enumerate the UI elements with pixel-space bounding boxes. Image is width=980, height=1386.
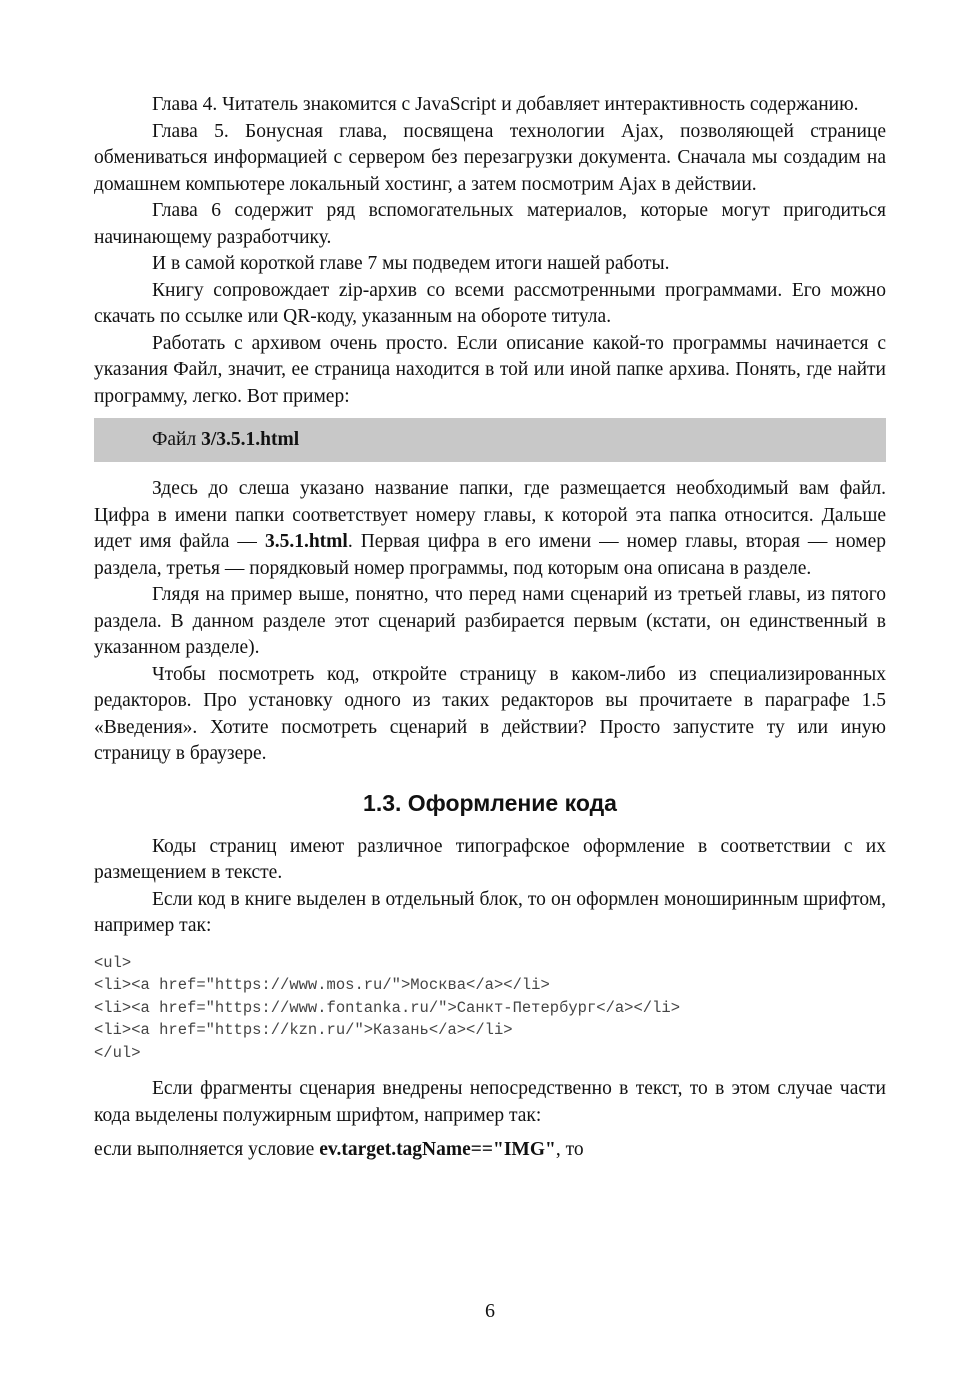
paragraph: Чтобы посмотреть код, откройте страницу в каком-либо из специализированных редакторов. Про установку одного из таких редакторов вы прочитаете в параграфе 1.5 «Введения». Хотите посмотреть сценарий в действии? Просто запустите ту или иную страницу в браузере. [94, 663, 886, 764]
code-line: <li><a href="https://www.fontanka.ru/">Санкт-Петербург</a></li> [94, 998, 680, 1017]
code-line: <li><a href="https://www.mos.ru/">Москва</a></li> [94, 976, 550, 994]
page-number: 6 [485, 1300, 495, 1322]
page-content [94, 92, 886, 1164]
code-block [94, 952, 886, 1065]
paragraph: Если фрагменты сценария внедрены непосредственно в текст, то в этом случае части кода выделены полужирным шрифтом, например так: [94, 1078, 886, 1126]
paragraph: Глядя на пример выше, понятно, что перед нами сценарий из третьей главы, из пятого раздела. В данном разделе этот сценарий разбирается первым (кстати, он единственный в указанном разделе). [94, 584, 886, 658]
file-box [94, 418, 886, 462]
paragraph: Если код в книге выделен в отдельный блок, то он оформлен моноширинным шрифтом, например так: [94, 888, 886, 936]
paragraph: Коды страниц имеют различное типографское оформление в соответствии с их размещением в тексте. [94, 835, 886, 883]
code-line: <ul> [94, 953, 132, 972]
code-line: <li><a href="https://kzn.ru/">Казань</a></li> [94, 1021, 513, 1039]
paragraph [94, 476, 886, 582]
file-label: Файл [152, 429, 202, 450]
file-path: 3/3.5.1.html [201, 429, 300, 450]
example-line [94, 1137, 886, 1164]
section-heading: 1.3. Оформление кода [363, 789, 617, 816]
text: Здесь до слеша указано название папки, где размещается необходимый вам файл. Цифра в имени папки соответствует номеру главы, к которой эта папка относится. Дальше идет имя файла — [94, 478, 886, 552]
paragraph: Работать с архивом очень просто. Если описание какой-то программы начинается с указания Файл, значит, ее страница находится в той или иной папке архива. Понять, где найти программу, легко. Вот пример: [94, 332, 886, 407]
paragraph: Глава 5. Бонусная глава, посвящена технологии Ajax, позволяющей странице обмениваться информацией с сервером без перезагрузки документа. Сначала мы создадим на домашнем компьютере локальный хостинг, а затем посмотрим Ajax в действии. [94, 120, 886, 195]
paragraph: Глава 4. Читатель знакомится с JavaScript и добавляет интерактивность содержанию. [152, 94, 859, 115]
text: , то [555, 1139, 584, 1160]
paragraph: Книгу сопровождает zip-архив со всеми рассмотренными программами. Его можно скачать по ссылке или QR-коду, указанным на обороте титула. [94, 279, 886, 327]
code-inline: "IMG" [493, 1139, 556, 1160]
text: если выполняется условие [94, 1139, 320, 1160]
paragraph: Глава 6 содержит ряд вспомогательных материалов, которые могут пригодиться начинающему разработчику. [94, 200, 886, 248]
paragraph: И в самой короткой главе 7 мы подведем итоги нашей работы. [152, 253, 670, 274]
code-inline: ev.target.tagName== [319, 1139, 494, 1160]
file-name-bold: 3.5.1.html [264, 531, 348, 552]
code-line: </ul> [94, 1043, 141, 1062]
text: . Первая цифра в его имени — номер главы, вторая — номер раздела, третья — порядковый номер программы, под которым она описана в разделе. [94, 531, 886, 579]
